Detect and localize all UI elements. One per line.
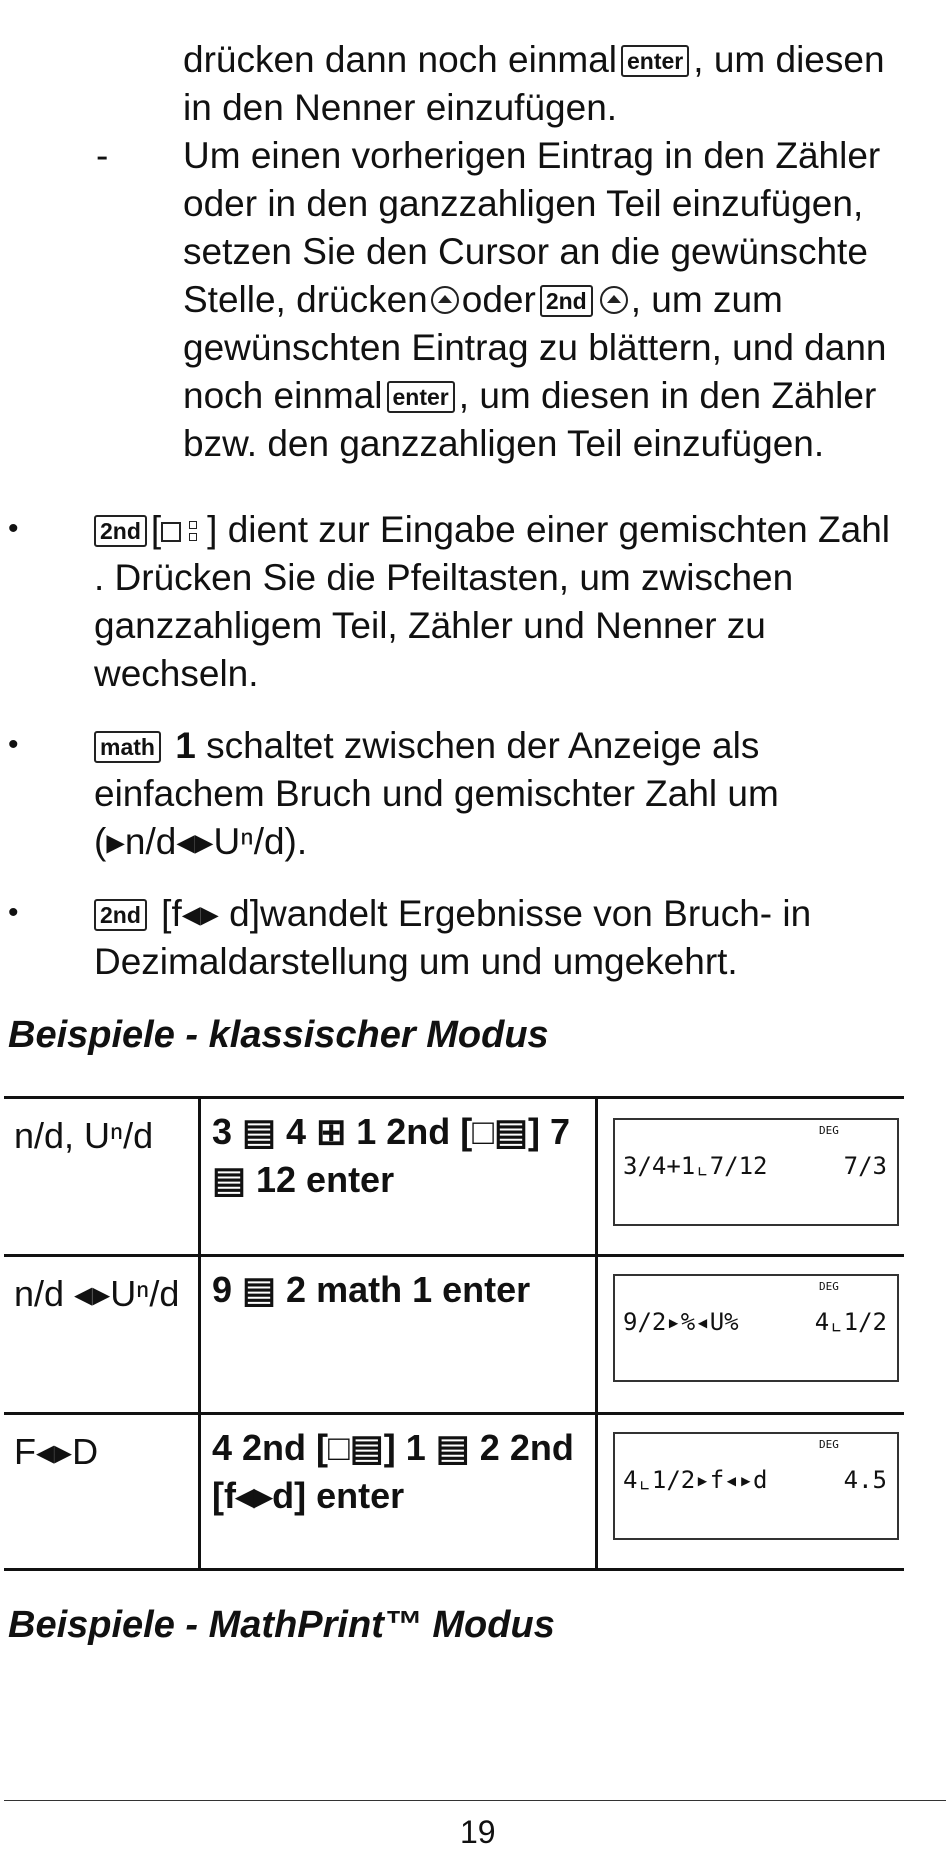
table-column-divider <box>198 1096 201 1570</box>
bullet-3-text: 2nd [f◂▸ d]wandelt Ergebnisse von Bruch- in Dezimaldarstellung um und umgekehrt. <box>94 893 812 982</box>
2nd-key: 2nd <box>540 285 593 317</box>
bullet-1-text: 2nd [ ] dient zur Eingabe einer gemischten Zahl . Drücken Sie die Pfeiltasten, um zwischen ganzzahligem Teil, Zähler und Nenner zu wechseln. <box>94 506 934 698</box>
calculator-screen: DEG 4⌞1/2▸f◂▸d 4.5 <box>613 1432 899 1540</box>
bullet-2-text: math 1 schaltet zwischen der Anzeige als einfachem Bruch und gemischter Zahl um (▸n/d◂▸Uⁿ/d). <box>94 725 779 862</box>
section-heading: Beispiele - klassischer Modus <box>8 1014 549 1056</box>
enter-key: enter <box>621 45 689 77</box>
key-sequence: 3 ▤ 4 ⊞ 1 2nd [□▤] 7 ▤ 12 enter <box>212 1111 571 1200</box>
math-key: math <box>94 731 161 763</box>
paragraph-1: drücken dann noch einmal enter , um diesen in den Nenner einzufügen. <box>183 39 885 128</box>
key-sequence: 4 2nd [□▤] 1 ▤ 2 2nd [f◂▸d] enter <box>212 1427 574 1516</box>
page-number: 19 <box>460 1814 496 1850</box>
bullet-marker: • <box>8 896 19 929</box>
table-row-label: n/d, Uⁿ/d <box>14 1115 154 1156</box>
2nd-key: 2nd <box>94 515 147 547</box>
2nd-key: 2nd <box>94 899 147 931</box>
f-to-d-key-label: [f◂▸ d] <box>161 893 261 934</box>
up-arrow-key-icon <box>600 286 628 314</box>
table-row-divider <box>4 1254 904 1257</box>
bullet-marker: • <box>8 512 19 545</box>
dash-marker: - <box>96 135 109 176</box>
calculator-screen: DEG 3/4+1⌞7/12 7/3 <box>613 1118 899 1226</box>
bullet-marker: • <box>8 728 19 761</box>
table-row-divider <box>4 1412 904 1415</box>
table-column-divider <box>595 1096 598 1570</box>
table-top-border <box>4 1096 904 1099</box>
up-arrow-key-icon <box>431 286 459 314</box>
table-bottom-border <box>4 1568 904 1571</box>
footer-rule <box>4 1800 946 1801</box>
paragraph-2: Um einen vorherigen Eintrag in den Zähler oder in den ganzzahligen Teil einzufügen, setzen Sie den Cursor an die gewünschte Stelle, drücken oder 2nd , um zum gewünschten Eintrag zu blättern, und dann noch einmal enter , um diesen in den Zähler bzw. den ganzzahligen Teil einzufügen. <box>183 135 887 464</box>
calculator-screen: DEG 9/2▸%◂U% 4⌞1/2 <box>613 1274 899 1382</box>
table-row-label: n/d ◂▸Uⁿ/d <box>14 1273 180 1314</box>
enter-key: enter <box>387 381 455 413</box>
key-sequence: 9 ▤ 2 math 1 enter <box>212 1269 531 1310</box>
table-row-label: F◂▸D <box>14 1431 99 1472</box>
section-heading: Beispiele - MathPrint™ Modus <box>8 1604 555 1646</box>
mixed-fraction-key-icon: [ ] <box>150 509 218 550</box>
